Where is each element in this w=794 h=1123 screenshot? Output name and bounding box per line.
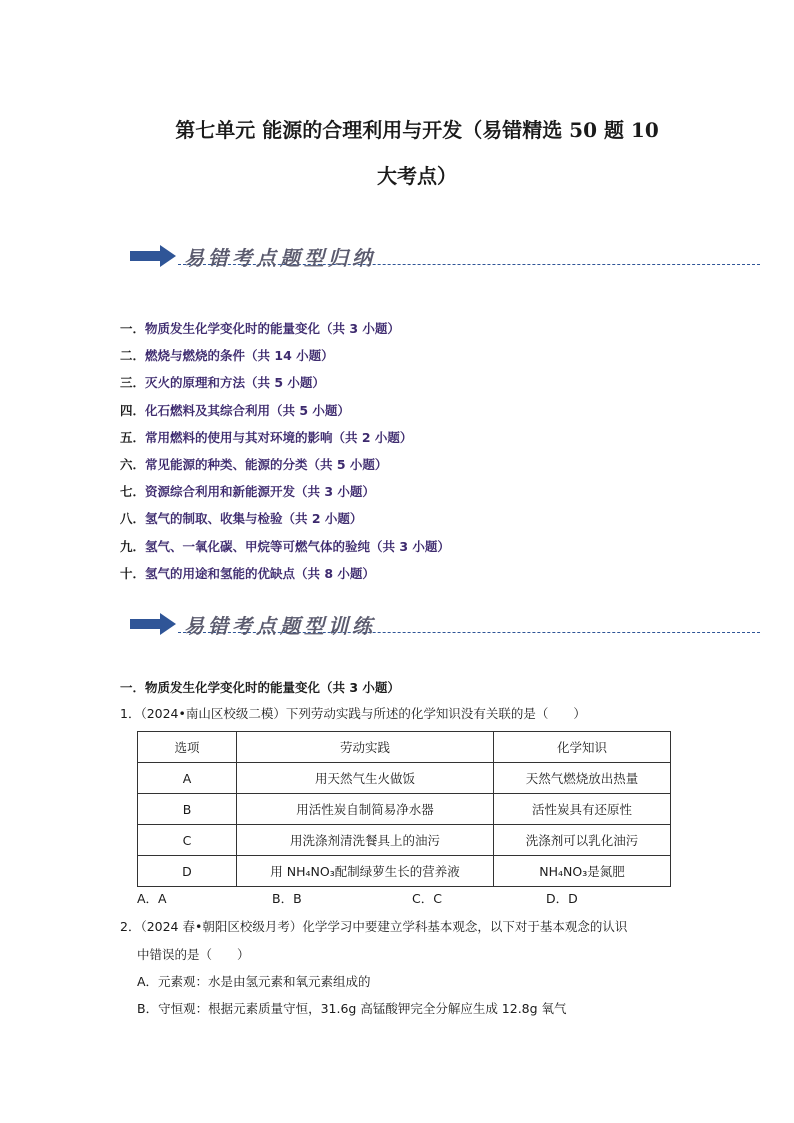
table-cell: 用天然气生火做饭 — [237, 763, 494, 794]
arrow-right-icon — [130, 612, 176, 636]
toc-item — [120, 537, 450, 555]
toc-item-label: 化石燃料及其综合利用（共 5 小题） — [145, 402, 350, 418]
toc-item-label: 氢气的用途和氢能的优缺点（共 8 小题） — [145, 565, 375, 581]
options-table — [137, 731, 671, 887]
toc-item-number: 八． — [120, 511, 146, 527]
question-2-option-a: A．元素观：水是由氢元素和氧元素组成的 — [137, 974, 371, 989]
toc-item-number: 二． — [120, 348, 146, 364]
section-heading: 一．物质发生化学变化时的能量变化（共 3 小题） — [120, 680, 400, 695]
answer-option-d: D．D — [546, 891, 578, 906]
toc-item-number: 一． — [120, 321, 146, 336]
toc-item-label: 氢气、一氧化碳、甲烷等可燃气体的验纯（共 3 小题） — [145, 538, 450, 554]
toc-item — [120, 509, 362, 527]
toc-item — [120, 564, 375, 582]
table-row — [138, 825, 671, 856]
toc-item-label: 常见能源的种类、能源的分类（共 5 小题） — [145, 457, 388, 472]
table-cell: NH₄NO₃是氮肥 — [494, 856, 671, 887]
toc-item-number: 十． — [120, 565, 146, 581]
toc-item — [120, 346, 334, 364]
arrow-right-icon — [130, 244, 176, 268]
section-banner-summary — [130, 242, 760, 272]
answer-option-b: B．B — [272, 891, 302, 906]
table-header-cell: 化学知识 — [494, 732, 671, 763]
toc-item — [120, 319, 400, 337]
toc-item-label: 资源综合利用和新能源开发（共 3 小题） — [145, 484, 375, 500]
question-2-option-b: B．守恒观：根据元素质量守恒，31.6g 高锰酸钾完全分解应生成 12.8g 氧气 — [137, 1001, 567, 1016]
toc-item — [120, 455, 387, 473]
toc-item-label: 灭火的原理和方法（共 5 小题） — [145, 375, 325, 391]
toc-item-label: 燃烧与燃烧的条件（共 14 小题） — [145, 348, 334, 364]
table-header-row — [138, 732, 671, 763]
table-cell: A — [138, 763, 237, 794]
table-header-cell: 劳动实践 — [237, 732, 494, 763]
table-row — [138, 856, 671, 887]
toc-item-label: 物质发生化学变化时的能量变化（共 3 小题） — [145, 321, 400, 336]
question-2-stem-cont: 中错误的是（ ） — [137, 947, 250, 962]
toc-item — [120, 482, 375, 500]
table-row — [138, 763, 671, 794]
table-cell: 用活性炭自制简易净水器 — [237, 794, 494, 825]
toc-item-number: 三． — [120, 375, 146, 391]
toc-item — [120, 373, 325, 391]
question-2-stem: 2．（2024 春•朝阳区校级月考）化学学习中要建立学科基本观念，以下对于基本观念的认识 — [120, 919, 628, 934]
table-cell: 洗涤剂可以乳化油污 — [494, 825, 671, 856]
table-row — [138, 794, 671, 825]
table-cell: 用洗涤剂清洗餐具上的油污 — [237, 825, 494, 856]
toc-item-label: 常用燃料的使用与其对环境的影响（共 2 小题） — [145, 429, 413, 445]
table-cell: 活性炭具有还原性 — [494, 794, 671, 825]
toc-item-number: 五． — [120, 429, 146, 445]
answer-option-a: A．A — [137, 891, 167, 906]
answer-option-c: C．C — [412, 891, 442, 906]
toc-item-number: 四． — [120, 402, 146, 418]
page-title-line2: 大考点） — [377, 164, 457, 188]
page-title-line1: 第七单元 能源的合理利用与开发（易错精选 50 题 10 — [175, 118, 659, 142]
toc-item — [120, 428, 412, 446]
toc-item-label: 氢气的制取、收集与检验（共 2 小题） — [145, 511, 363, 527]
section-banner-training — [130, 610, 760, 640]
toc-item-number: 九． — [120, 538, 146, 554]
table-cell: 天然气燃烧放出热量 — [494, 763, 671, 794]
toc-item-number: 七． — [120, 484, 146, 500]
toc-item — [120, 401, 350, 419]
table-header-cell: 选项 — [138, 732, 237, 763]
toc-item-number: 六． — [120, 457, 146, 472]
table-cell: B — [138, 794, 237, 825]
table-cell: 用 NH₄NO₃配制绿萝生长的营养液 — [237, 856, 494, 887]
banner-title: 易错考点题型训练 — [184, 614, 376, 638]
banner-title: 易错考点题型归纳 — [184, 246, 376, 270]
table-cell: C — [138, 825, 237, 856]
table-cell: D — [138, 856, 237, 887]
question-1-stem: 1．（2024•南山区校级二模）下列劳动实践与所述的化学知识没有关联的是（ ） — [120, 706, 586, 721]
